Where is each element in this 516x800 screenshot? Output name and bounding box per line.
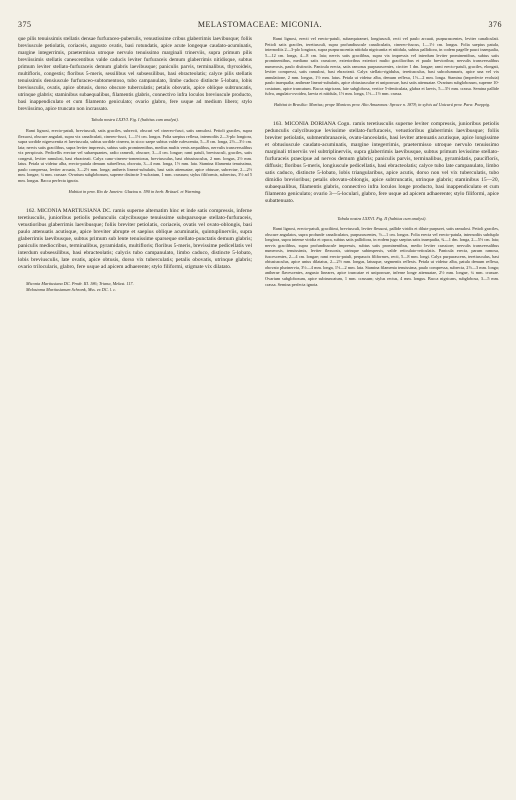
synonym-reference: Melastoma Martiusianum Schrank, Mss. ex DC. l. c. xyxy=(26,286,117,292)
page-number-right: 376 xyxy=(488,20,502,29)
right-column xyxy=(265,36,499,788)
species-heading: 162. MICONIA MARTIUSIANA DC. ramis superne alternatim hinc et inde satis compressis, inferne teretiusculis, junioribus petiolis pedunculis calycibusque tenuissime subsparsoque stellato-furfuraceis, vetustioribus glaberrimis laevibusque; foliis breviter petiolatis, coriaceis, ovatis vel ovato-oblongis, basi paulo attenuatis acutisque, apice breviter abrupte et saepius oblique acuminatis, quintuplinerviis, supra glaberrimis laevibusque, subtus primum sub lente tenuissime sparseque stellato-punctatis demum glabris; paniculis mediocribus, terminalibus, pyramidatis, multifloris; floribus 5-meris, brevissime pedicellatis vel interdum subsessilibus, basi ebracteolatis; calycis tubo campanulato, limbo caduco, distincte 5-lobato, lobis breviusculis, late ovatis, apice obtusis, dorso vix tuberculatis; petalis obovatis, utrinque glabris; ovario trilocularis, glabro, fere usque ad apicem adhaerente; stylo filiformi, stigmate vix dilatato. xyxy=(18,207,252,270)
description-text: Rami lignosi, erecto-patuli, graciliimi, breviusculi, leviter flexuosi, pallide viridis et dilute purpurei, satis ramulosi. Petioli graciles, obscure angulatos, supra profunde canaliculatos, purpurascentes, ½—1 cm. longos. Folia erecta vel erecto-patula, internodiis subduplo longiora, supra intense viridia et opaca, subtus satis pallidiora, in eodem jugo saepius satis inaequalia, ¾—1 dm. longa, 2—5½ cm. lata; nervis gracilibus, supra profundiuscule impressis, subtus satis prominentibus, medio leviter crassiore; nervulis transversalibus numerosis, tenuissimis, leviter flexuosis, utrinque subinspersis, valde reticulato-reticulatis. Panicula erecta, parum ramosa, fuscescentes, 2—4 cm. longae; rami erecto-patuli, perpaucis filiformes, recti, 5—8 mm. longi. Calyx purpurascens, teretiusculus, basi obtusiusculus, apice unius dilatatus, 2—2½ mm. longus, latusque, segmentis reflexis. Petala ut videtur alba, patula demum reflexa, obovato plurinervia, 3½—4 mm. longa, 1½—2 mm. lata. Stamina filamenta tenuissima, paulo compressa, subrecta, 2½—3 mm. longa; antherae flavescentes, angusto lineares, apice truncatae et uniporosae, inferne longe attenuatae, 2½ mm. longae, ¼ mm. crassae. Ovarium subglobosum, apice subtruncatum, 1 mm. crassum; stylus rectus, 4 mm. longus. Bacca nigricans, subglobosa, 3—5 mm. crassa. Semina perfecta ignota. xyxy=(265,226,499,287)
running-header xyxy=(18,20,502,32)
plate-reference: Tabula nostra LXXVI. Fig. I (habitus cum analysi). xyxy=(91,117,179,123)
diagnosis-text: que pilis tenuissimis stellatis densae furfuraceo-puberulis, venustissime cribus glaberrimis laevibusque; foliis breviuscule petiolatis, coriaceis, angusto ovatis, basi rotundatis, apice acute longeque caudato-acuminatis, margine integerrimis, praetermissa utroque nervulo tenuissimo marginali trinerviis, supra primum pilis breviissimis stellatis canescentibus valde caducis leviter furfuraceis demum glaberrimis nitidisque, subtus primum leviter stellato-furfuraceis demum glabris laevibusque; paniculis parvis, terminalibus, thyrsoideis, multifloris, congestis; floribus 5-meris, sessilibus vel subsessilibus, basi ebracteolatis; calyce pilis stellatis tenuissimis densiuscule furfuraceo-subtomentoso, tubo campanulato, limbe caduco distincte 5-lobato, lobis breviusculis, ovatis, apice obtusis, dorso obscure tuberculatis; petalis obovatis, apice oblique subtruncatis, utrinque glabris; staminibus subaequalibus, filamentis glabris, connectivo infra loculos breviuscule producto, basi inappendiculato et cum filamento geniculato; ovario glabro, fere usque ad medium libero; stylo breviissimo, apice truncato non incrassato. xyxy=(18,36,252,112)
habitat-text: Habitat in Brasilia: Martius; prope Manicos prov. Alto Amazonas: Spruce n. 1878; in sylvis ad Uaicurú prov. Para: Poeppig. xyxy=(274,102,490,108)
description-text: Rami lignosi, erecto-patuli, breviusculi, satis graciles, subrecti, obscuri vel cinereo-fusci, satis ramulosi. Petioli graciles, supra flexuosi, obscure angulati, supra vix canaliculati, cinereo-fusci, 1—1½ cm. longos. Folia saepius reflexa, internodiis 2—3-plo longiora, supra sordide nigrescentia et laeviuscula, subtus sordide cinerea, in sicco saepe subtus valde rufescentia, 5—8 cm. longa, 2½—3½ cm. lata; nervis satis gracilibus, supra leviter impressis, subtus satis prominentibus, medius multis venis aequalibus, nervulis transversalibus vix perspicuis. Pedicellis erectae vel subaequantes, radio rameoli, obscure, 3—4 cm. longae; rami patuli, breviusculi, graciles, satis congesti, leviter ramulosi, basi ebracteati. Calyx cano-cinereo-tomentosus, breviusculus, basi obtusiusculus, 2 mm. longus, 2½ mm. latus. Petala ut videtur alba, erecto-patula demum subreflexa, obovata, 3—4 mm. longa, 1½ mm. lata. Stamina filamenta tenuissima, paulo compressa, leviter arcuata, 3—2½ mm. longa; antheris lineari-subulatis, basi satis attenuatae, apice obtusae, subrectae, 2—2½ mm. longae, ¼ mm. crassae. Ovarium subglobosum, superne distincte 3-sulcatum, 1 mm. crassum; stylus filiformis, subrectus, 3½ ad 5 mm. longus. Bacca perfecta ignota. xyxy=(18,128,252,183)
species-heading: 163. MICONIA DORIANA Cogn. ramis teretiusculis superne leviter compressis, junioribus petiolis pedunculis calycibusque levissime stellato-furfuraceis, vetustioribus glaberrimis laevibusque; foliis breviter petiolatis, submembranaceis, ovato-lanceolatis, basi leviter attenuatis acutisque, apice longissime et obtusiuscule caudato-acuminatis, margine integerrimis, praetermisso utroque nervulo tenuissimo marginali trinerviis vel subtriplinerviis, supra glaberrimis laevibusque, subtus primum levissime stellato-furfuraceis praecipue ad nervos demum glabris; paniculis parvis, terminalibus, pyramidatis, pauciflorís, diffusis; floribus 5-meris, longiuscule pedicellatis, basi ebracteolatis; calyce tubo late campanulato, limbo satis caduco, distincte 5-lobato, lobis triangularibus, apice acutis, dorso non vel vix tuberculatis, tubo dimidio brevioribus; petalis obovato-oblongis, apice subtruncatis, utrinque glabris; staminibus 15—20, subaequalibus, filamentis glabris, connectivo infra loculos longe producto, basi inappendiculato et cum filamento geniculato; ovario 3—5-loculari, glabro, fere usque ad apicem adhaerente; stylo filiformi, apice subattenuato. xyxy=(265,121,499,205)
synonym-reference: Miconia Martiusiana DC. Prodr. III. 186; Triana, Melast. 117. xyxy=(26,281,134,287)
description-text: Rami lignosi, erecti vel erecto-patuli, subaequiramei, longiusculi, recti vel paulo arcuati, purpurascentes, leviter canaliculati. Petioli satis graciles, teretiusculi, supra profundiuscule canaliculatis, cinereo-fuscus, 1—1½ cm. longus. Folia saepius patula, internodiis 2—3-plo longiora, supra purpurascentia nitidula nigricantia et nitidula, subtus pallidiora, in codem pagelle pauci inaequalia, 5—12 cm. longa, 4—8 cm. lata; nervis satis gracilibus, supra vix impressis vel interdum leviter prominentibus, subtus satis prominentibus, mediano satis crassiore, exterioribus exteriori multo gracilioribus et paulo brevioribus; nervulis transversalibus numerosis, paulo distinctis. Panicula erecta, satis ramosus purpurascentes, circiter 1 dm. longae; rami erecto-patuli, graciles, elongati, leviter compressi, satis ramulosi, basi ebracteati. Calyx stellato-rigidulus, teretiusculus, basi subcolumnaris, apice una vel vix annulatione, 2 mm. longus, 1½ mm. latus. Petala ut videtur alba, demum reflexa, 1½—2 mm. longa. Stamina (imperfecte evoluta) paulo inaequalia; antherae lineari-subulatis, apice obtusiusculae et uniporosae, basi satis attenuatae. Ovarium subglobosum, superne 10-costatum, apice truncatum. Bacca nigricans, late subglobosa, vertice 5-denticulata, glabra et laevis, 5—3½ mm. crassa. Semina pallide fulva, angulato-ovoidea, laevia et nitidula, 1½ mm. longa, 1½—1½ mm. crassa. xyxy=(265,36,499,97)
plate-reference: Tabula nostra LXXVI. Fig. II (habitus cum analysi). xyxy=(337,215,427,221)
left-column xyxy=(18,36,252,788)
page-number-left: 375 xyxy=(18,20,32,29)
habitat-text: Habitat in prov. Rio de Janeiro: Glaziou n. 590 in herb. Brüssel. et Warming. xyxy=(68,188,202,194)
running-title: MELASTOMACEAE: MICONIA. xyxy=(197,20,323,29)
